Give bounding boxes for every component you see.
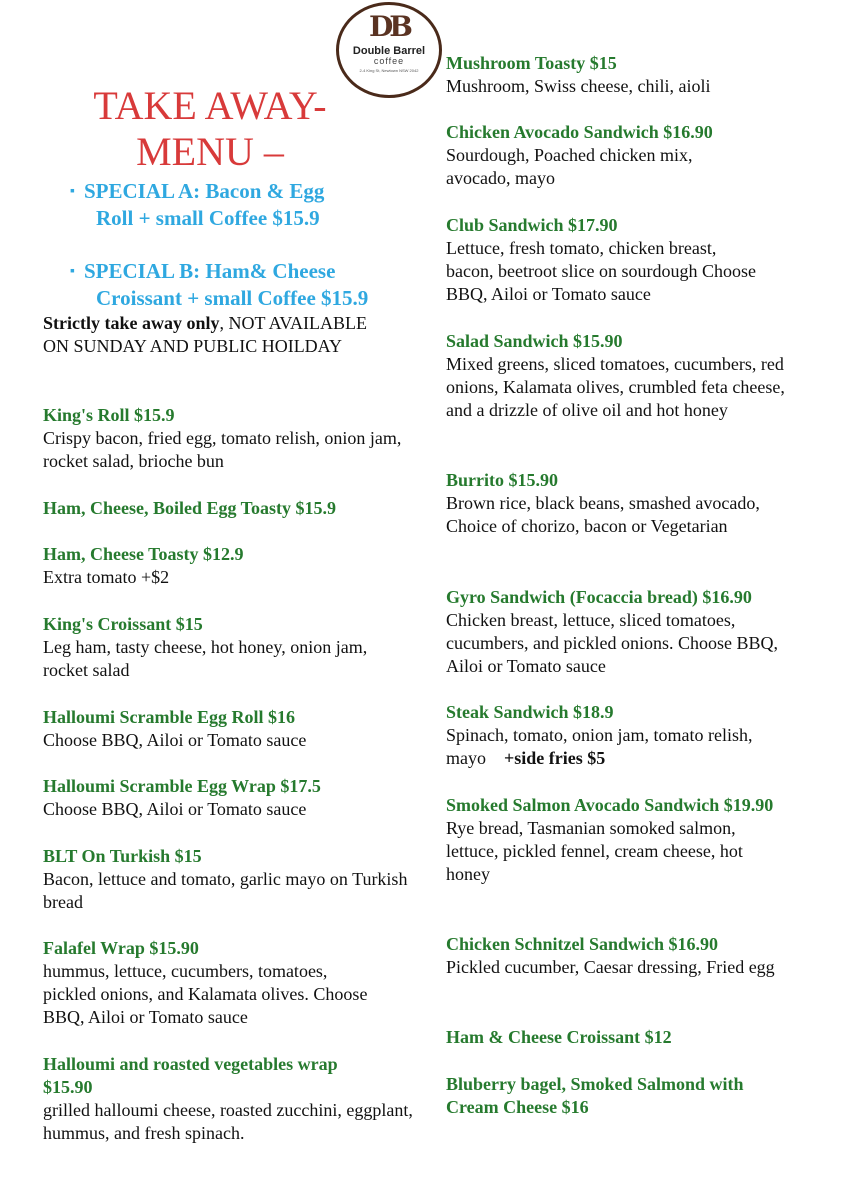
item-desc: Pickled cucumber, Caesar dressing, Fried egg — [446, 957, 775, 977]
item-name: Chicken Schnitzel Sandwich $16.90 — [446, 934, 719, 954]
menu-item-kings-roll — [43, 404, 413, 473]
item-name: King's Croissant $15 — [43, 614, 203, 634]
special-a-line1: SPECIAL A: Bacon & Egg — [84, 179, 325, 203]
item-name: Halloumi and roasted vegetables wrap $15.90 — [43, 1054, 338, 1097]
special-a-line2: Roll + small Coffee $15.9 — [96, 206, 320, 230]
logo-address: 2-4 King St, Newtown NSW 2042 — [359, 68, 419, 73]
item-name: Club Sandwich $17.90 — [446, 215, 618, 235]
notice-bold: Strictly take away only — [43, 313, 220, 333]
item-name: Halloumi Scramble Egg Wrap $17.5 — [43, 776, 321, 796]
item-desc: Spinach, tomato, onion jam, tomato relish, mayo — [446, 725, 753, 768]
menu-title-line1: TAKE AWAY- — [93, 83, 327, 128]
item-desc: hummus, lettuce, cucumbers, tomatoes, pickled onions, and Kalamata olives. Choose BBQ, Ailoi or Tomato sauce — [43, 961, 368, 1027]
item-name: Smoked Salmon Avocado Sandwich $19.90 — [446, 795, 774, 815]
item-name: Ham & Cheese Croissant $12 — [446, 1027, 672, 1047]
item-name: Mushroom Toasty $15 — [446, 53, 617, 73]
special-b-line1: SPECIAL B: Ham& Cheese — [84, 259, 336, 283]
menu-item-chicken-avocado — [446, 121, 806, 190]
item-name: Halloumi Scramble Egg Roll $16 — [43, 707, 295, 727]
item-name: Salad Sandwich $15.90 — [446, 331, 623, 351]
logo-subtitle: coffee — [373, 56, 405, 66]
item-desc: Choose BBQ, Ailoi or Tomato sauce — [43, 730, 307, 750]
item-name: Ham, Cheese, Boiled Egg Toasty $15.9 — [43, 498, 337, 518]
item-desc: grilled halloumi cheese, roasted zucchini, eggplant, hummus, and fresh spinach. — [43, 1100, 413, 1143]
item-name: Burrito $15.90 — [446, 470, 558, 490]
item-name: Steak Sandwich $18.9 — [446, 702, 614, 722]
item-desc: Mixed greens, sliced tomatoes, cucumbers, red onions, Kalamata olives, crumbled feta cheese, and a drizzle of olive oil and hot honey — [446, 354, 785, 420]
menu-item-steak-sandwich — [446, 701, 806, 770]
menu-item-ham-cheese-egg-toasty — [43, 497, 413, 520]
menu-item-halloumi-egg-roll — [43, 706, 413, 752]
menu-item-chicken-schnitzel — [446, 933, 806, 979]
item-desc: Mushroom, Swiss cheese, chili, aioli — [446, 76, 711, 96]
menu-item-halloumi-egg-wrap — [43, 775, 413, 821]
menu-item-salad-sandwich — [446, 330, 806, 422]
item-desc: Brown rice, black beans, smashed avocado, Choice of chorizo, bacon or Vegetarian — [446, 493, 760, 536]
item-desc: Rye bread, Tasmanian somoked salmon, lettuce, pickled fennel, cream cheese, hot honey — [446, 818, 743, 884]
logo-monogram: DB — [369, 10, 409, 43]
item-desc: Extra tomato +$2 — [43, 567, 170, 587]
item-name: Ham, Cheese Toasty $12.9 — [43, 544, 244, 564]
item-name: Bluberry bagel, Smoked Salmond with Cream Cheese $16 — [446, 1074, 744, 1117]
menu-item-falafel-wrap — [43, 937, 413, 1029]
menu-item-mushroom-toasty — [446, 52, 806, 98]
item-desc: Choose BBQ, Ailoi or Tomato sauce — [43, 799, 307, 819]
item-desc: Chicken breast, lettuce, sliced tomatoes, cucumbers, and pickled onions. Choose BBQ, Ailoi or Tomato sauce — [446, 610, 778, 676]
menu-item-ham-cheese-croissant — [446, 1026, 806, 1049]
menu-item-smoked-salmon-avocado — [446, 794, 806, 886]
takeaway-notice — [43, 312, 383, 358]
menu-item-club-sandwich — [446, 214, 806, 306]
item-desc: Lettuce, fresh tomato, chicken breast, bacon, beetroot slice on sourdough Choose BBQ, Ailoi or Tomato sauce — [446, 238, 756, 304]
item-name: Falafel Wrap $15.90 — [43, 938, 199, 958]
special-a — [70, 178, 325, 232]
item-desc: Sourdough, Poached chicken mix, avocado, mayo — [446, 145, 693, 188]
item-extra: +side fries $5 — [504, 748, 606, 768]
bullet-icon: ▪ — [70, 184, 75, 199]
menu-item-burrito — [446, 469, 806, 538]
item-name: Gyro Sandwich (Focaccia bread) $16.90 — [446, 587, 752, 607]
menu-item-blt-turkish — [43, 845, 413, 914]
special-b — [70, 258, 369, 312]
menu-item-blueberry-bagel — [446, 1073, 806, 1119]
special-b-line2: Croissant + small Coffee $15.9 — [96, 286, 369, 310]
item-desc: Crispy bacon, fried egg, tomato relish, onion jam, rocket salad, brioche bun — [43, 428, 402, 471]
bullet-icon: ▪ — [70, 264, 75, 279]
item-desc: Bacon, lettuce and tomato, garlic mayo on Turkish bread — [43, 869, 408, 912]
item-desc: Leg ham, tasty cheese, hot honey, onion jam, rocket salad — [43, 637, 368, 680]
menu-item-gyro-sandwich — [446, 586, 806, 678]
menu-item-ham-cheese-toasty — [43, 543, 413, 589]
notice-text: , NOT AVAILABLE ON SUNDAY AND PUBLIC HOILDAY — [43, 313, 367, 356]
item-name: Chicken Avocado Sandwich $16.90 — [446, 122, 713, 142]
logo-name: Double Barrel — [352, 45, 426, 57]
menu-item-halloumi-veg-wrap — [43, 1053, 413, 1145]
menu-title-line2: MENU – — [136, 129, 284, 174]
menu-item-kings-croissant — [43, 613, 413, 682]
item-name: King's Roll $15.9 — [43, 405, 175, 425]
item-name: BLT On Turkish $15 — [43, 846, 202, 866]
